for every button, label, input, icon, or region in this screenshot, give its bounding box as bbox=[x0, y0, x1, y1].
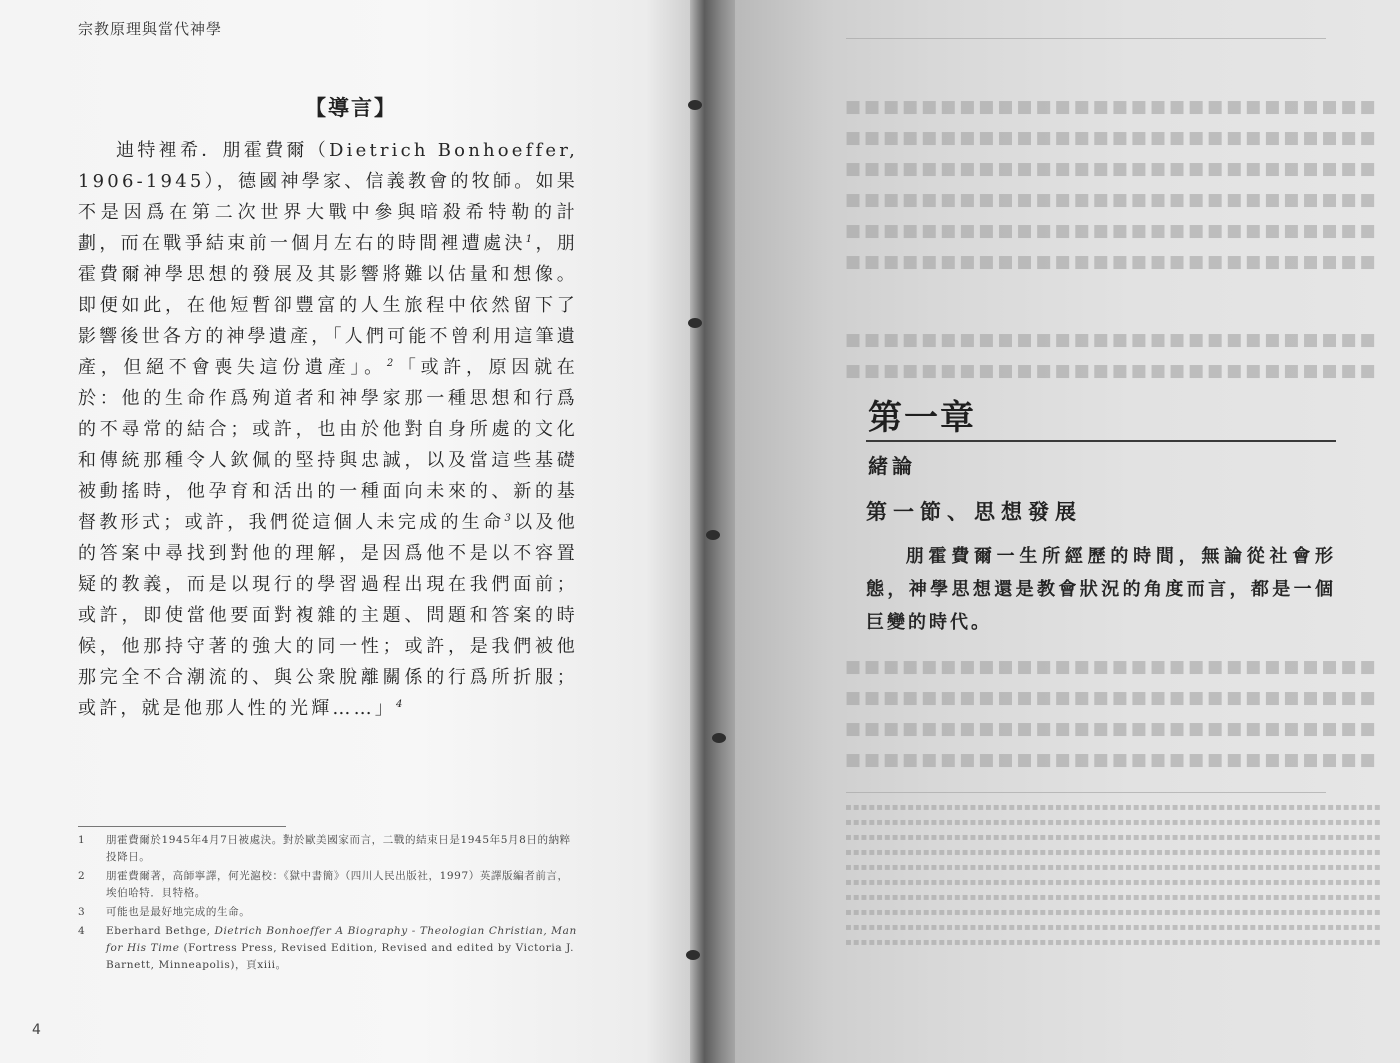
chapter-rule bbox=[866, 440, 1336, 442]
introduction-body bbox=[78, 135, 578, 724]
page-number: 4 bbox=[32, 1022, 41, 1038]
show-through-text: ■■■■■■■■■■■■■■■■■■■■■■■■■■■■ ■■■■■■■■■■■■■■■■■■■■■■■■■■■■ ■■■■■■■■■■■■■■■■■■■■■■■■■■■■ ■■■■■■■■■■■■■■■■■■■■■■■■■■■■ ■■■■■■■■■■■■■■■■■■■■■■■■■■■■ ■■■■■■■■■■■■■■■■■■■■■■■■■■■■ bbox=[845, 97, 1379, 272]
footnote-ref[interactable]: 2 bbox=[386, 358, 397, 369]
show-through-text: ■■■■■■■■■■■■■■■■■■■■■■■■■■■■ ■■■■■■■■■■■■■■■■■■■■■■■■■■■■ ■■■■■■■■■■■■■■■■■■■■■■■■■■■■ ■■■■■■■■■■■■■■■■■■■■■■■■■■■■ bbox=[845, 657, 1379, 770]
section-heading: 第一節、思想發展 bbox=[866, 499, 1082, 524]
footnote-number: 1 bbox=[78, 834, 85, 846]
footnote-text: 朋霍費爾著，高師寧譯，何光滬校：《獄中書簡》（四川人民出版社，1997）英譯版編者前言，埃伯哈特．貝特格。 bbox=[106, 870, 569, 899]
citation-publisher: (Fortress Press, Revised Edition, Revised and edited by Victoria J. Barnett, Minneapolis)，頁xiii。 bbox=[106, 942, 575, 971]
show-through-text: ■■■■■■■■■■■■■■■■■■■■■■■■■■■■ ■■■■■■■■■■■■■■■■■■■■■■■■■■■■ bbox=[845, 330, 1379, 381]
binding-hole bbox=[688, 318, 702, 328]
introduction-paragraph bbox=[78, 135, 578, 724]
footnote-number: 2 bbox=[78, 870, 85, 882]
footnote-ref[interactable]: 4 bbox=[396, 699, 406, 710]
footnote bbox=[78, 904, 578, 921]
citation-author: Eberhard Bethge, bbox=[106, 925, 215, 937]
running-head: 宗教原理與當代神學 bbox=[78, 20, 223, 38]
paragraph-text: 朋霍費爾一生所經歷的時間，無論從社會形態，神學思想還是教會狀況的角度而言，都是一個巨變的時代。 bbox=[866, 546, 1336, 633]
footnote-ref[interactable]: 3 bbox=[504, 513, 515, 524]
chapter-body bbox=[866, 540, 1336, 639]
footnote bbox=[78, 832, 578, 866]
footnote bbox=[78, 923, 578, 974]
footnote-divider bbox=[78, 826, 286, 827]
footnote-ref[interactable]: 1 bbox=[525, 234, 536, 245]
binding-hole bbox=[686, 950, 700, 960]
binding-hole bbox=[712, 733, 726, 743]
paragraph-text: ，朋霍費爾神學思想的發展及其影響將難以估量和想像。即便如此，在他短暫卻豐富的人生旅程中依然留下了影響後世各方的神學遺產，「人們可能不曾利用這筆遺產，但絕不會喪失這份遺產」。 bbox=[78, 233, 578, 378]
footnote-number: 4 bbox=[78, 925, 85, 937]
paragraph-text: 迪特裡希．朋霍費爾（Dietrich Bonhoeffer, 1906-1945），德國神學家、信義教會的牧師。如果不是因爲在第二次世界大戰中參與暗殺希特勒的計劃，而在戰爭結束前一個月左右的時間裡遭處決 bbox=[78, 140, 578, 254]
citation-title: Dietrich Bonhoeffer A Biography - Theologian Christian, Man for His Time bbox=[106, 925, 577, 954]
footnote-text: 朋霍費爾於1945年4月7日被處決。對於歐美國家而言，二戰的結束日是1945年5月8日的納粹投降日。 bbox=[106, 834, 571, 863]
chapter-subtitle: 緒論 bbox=[868, 454, 916, 478]
paragraph-text: 「或許，原因就在於：他的生命作爲殉道者和神學家那一種思想和行爲的不尋常的結合；或許，也由於他對自身所處的文化和傳統那種令人欽佩的堅持與忠誠，以及當這些基礎被動搖時，他孕育和活出的一種面向未來的、新的基督教形式；或許，我們從這個人未完成的生命 bbox=[78, 357, 578, 533]
footnote-text: 可能也是最好地完成的生命。 bbox=[106, 906, 251, 918]
section-title: 【導言】 bbox=[305, 95, 397, 120]
chapter-paragraph bbox=[866, 540, 1336, 639]
binding-hole bbox=[706, 530, 720, 540]
footnote-text bbox=[106, 923, 578, 974]
footnotes bbox=[78, 832, 578, 976]
paragraph-text: 以及他的答案中尋找到對他的理解，是因爲他不是以不容置疑的教義，而是以現行的學習過程出現在我們面前；或許，即使當他要面對複雜的主題、問題和答案的時候，他那持守著的強大的同一性；或許，是我們被他那完全不合潮流的、與公衆脫離關係的行爲所折服；或許，就是他那人性的光輝……」 bbox=[78, 512, 578, 719]
footnote bbox=[78, 868, 578, 902]
show-through-rule bbox=[846, 792, 1326, 793]
show-through-rule bbox=[846, 38, 1326, 39]
show-through-text: ▪▪▪▪▪▪▪▪▪▪▪▪▪▪▪▪▪▪▪▪▪▪▪▪▪▪▪▪▪▪▪▪▪▪▪▪▪▪▪▪▪▪▪▪▪▪▪▪▪▪▪▪▪▪▪▪▪▪▪▪▪▪▪▪▪▪▪▪▪ ▪▪▪▪▪▪▪▪▪▪▪▪▪▪▪▪▪▪▪▪▪▪▪▪▪▪▪▪▪▪▪▪▪▪▪▪▪▪▪▪▪▪▪▪▪▪▪▪▪▪▪▪▪▪▪▪▪▪▪▪▪▪▪▪▪▪▪▪▪ ▪▪▪▪▪▪▪▪▪▪▪▪▪▪▪▪▪▪▪▪▪▪▪▪▪▪▪▪▪▪▪▪▪▪▪▪▪▪▪▪▪▪▪▪▪▪▪▪▪▪▪▪▪▪▪▪▪▪▪▪▪▪▪▪▪▪▪▪▪ ▪▪▪▪▪▪▪▪▪▪▪▪▪▪▪▪▪▪▪▪▪▪▪▪▪▪▪▪▪▪▪▪▪▪▪▪▪▪▪▪▪▪▪▪▪▪▪▪▪▪▪▪▪▪▪▪▪▪▪▪▪▪▪▪▪▪▪▪▪ ▪▪▪▪▪▪▪▪▪▪▪▪▪▪▪▪▪▪▪▪▪▪▪▪▪▪▪▪▪▪▪▪▪▪▪▪▪▪▪▪▪▪▪▪▪▪▪▪▪▪▪▪▪▪▪▪▪▪▪▪▪▪▪▪▪▪▪▪▪ ▪▪▪▪▪▪▪▪▪▪▪▪▪▪▪▪▪▪▪▪▪▪▪▪▪▪▪▪▪▪▪▪▪▪▪▪▪▪▪▪▪▪▪▪▪▪▪▪▪▪▪▪▪▪▪▪▪▪▪▪▪▪▪▪▪▪▪▪▪ ▪▪▪▪▪▪▪▪▪▪▪▪▪▪▪▪▪▪▪▪▪▪▪▪▪▪▪▪▪▪▪▪▪▪▪▪▪▪▪▪▪▪▪▪▪▪▪▪▪▪▪▪▪▪▪▪▪▪▪▪▪▪▪▪▪▪▪▪▪ ▪▪▪▪▪▪▪▪▪▪▪▪▪▪▪▪▪▪▪▪▪▪▪▪▪▪▪▪▪▪▪▪▪▪▪▪▪▪▪▪▪▪▪▪▪▪▪▪▪▪▪▪▪▪▪▪▪▪▪▪▪▪▪▪▪▪▪▪▪ ▪▪▪▪▪▪▪▪▪▪▪▪▪▪▪▪▪▪▪▪▪▪▪▪▪▪▪▪▪▪▪▪▪▪▪▪▪▪▪▪▪▪▪▪▪▪▪▪▪▪▪▪▪▪▪▪▪▪▪▪▪▪▪▪▪▪▪▪▪ ▪▪▪▪▪▪▪▪▪▪▪▪▪▪▪▪▪▪▪▪▪▪▪▪▪▪▪▪▪▪▪▪▪▪▪▪▪▪▪▪▪▪▪▪▪▪▪▪▪▪▪▪▪▪▪▪▪▪▪▪▪▪▪▪▪▪▪▪▪ bbox=[845, 802, 1382, 948]
chapter-title: 第一章 bbox=[868, 398, 976, 438]
footnote-number: 3 bbox=[78, 906, 85, 918]
